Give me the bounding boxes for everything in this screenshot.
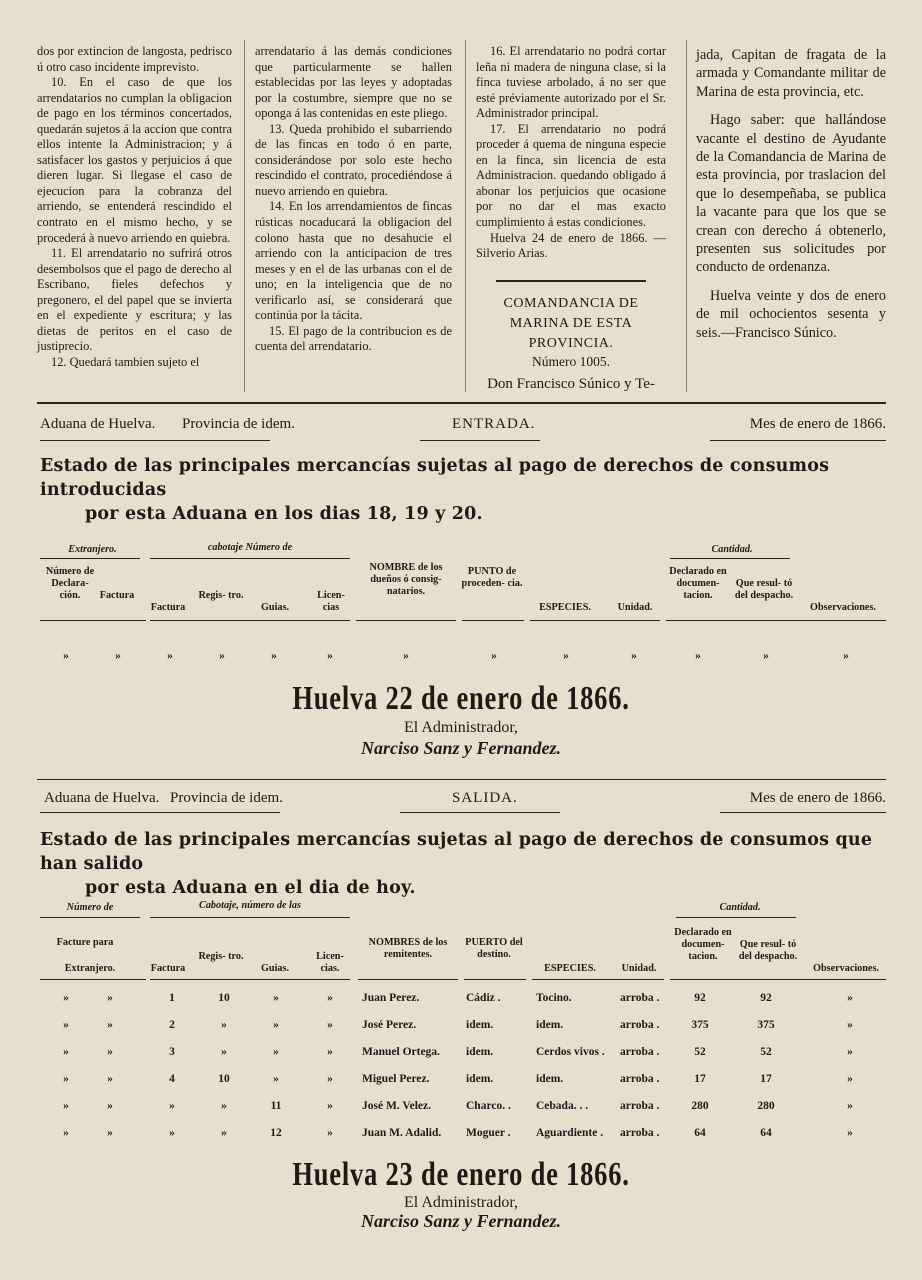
table-cell: 52: [760, 1046, 772, 1058]
administrator-signature: Narciso Sanz y Fernandez.: [360, 1211, 562, 1231]
mes-label: Mes de enero de 1866.: [749, 416, 886, 432]
table-cell: »: [695, 650, 701, 662]
table-cell: 4: [169, 1073, 175, 1085]
tipo-label: SALIDA.: [452, 790, 518, 806]
comandancia-number: Número 1005.: [532, 353, 610, 369]
table-cell: idem.: [536, 1019, 564, 1031]
group-rule: [150, 917, 350, 918]
table-cell: »: [327, 1019, 333, 1031]
col-header: Que resul- tó del despacho.: [734, 578, 794, 601]
table-cell: »: [327, 1073, 333, 1085]
header-rule: [720, 812, 886, 813]
col-header: ESPECIES.: [539, 602, 591, 613]
col-header: Regis- tro.: [198, 951, 244, 962]
table-cell: »: [221, 1100, 227, 1112]
col-header: Factura: [99, 590, 135, 601]
table-cell: Cerdos vivos .: [536, 1046, 605, 1058]
table-cell: 1: [169, 992, 175, 1004]
table-cell: José Perez.: [362, 1019, 417, 1031]
salida-estado-title: [40, 828, 886, 900]
table-cell: »: [107, 1127, 113, 1139]
table-cell: »: [115, 650, 121, 662]
col-header: Facture para: [56, 937, 114, 948]
table-cell: 375: [691, 1019, 709, 1031]
col-header: PUERTO del destino.: [465, 937, 523, 960]
table-cell: »: [273, 1046, 279, 1058]
col-header: Extranjero.: [64, 963, 116, 974]
table-cell: Juan Perez.: [362, 992, 420, 1004]
paragraph: 10. En el caso de que los arrendatarios no cumplan la obligacion de pago en los términos concertados, quedarán sujetos á la accion que contra ellos intente la Administracion; y á satisfacer los gastos y perjuicios á que dieren lugar. Si llegase el caso de ejecucion para la cobranza del arriendo, se entenderá rescindido el contrato en el mismo hecho, y se procederá à nuevo arriendo en quiebra.: [37, 75, 232, 245]
column-divider: [244, 40, 245, 392]
table-cell: arroba .: [620, 1046, 660, 1058]
table-cell: arroba .: [620, 1100, 660, 1112]
table-cell: 10: [218, 992, 230, 1004]
table-cell: 17: [760, 1073, 772, 1085]
table-cell: idem.: [466, 1073, 494, 1085]
table-cell: Cádiz .: [466, 992, 501, 1004]
table-cell: »: [107, 992, 113, 1004]
group-rule: [40, 917, 140, 918]
col-header: Observaciones.: [813, 963, 879, 974]
table-cell: idem.: [466, 1019, 494, 1031]
table-cell: »: [271, 650, 277, 662]
col-header: Número de Declara- ción.: [45, 566, 95, 601]
administrator-signature: Narciso Sanz y Fernandez.: [360, 738, 562, 758]
paragraph: Hago saber: que hallándose vacante el destino de Ayudante de la Comandancia de Marina de esta provincia, por traslacion del que lo desempeñaba, se publica la vacante para que los que se crean con derecho á obtenerlo, presenten sus solicitudes por conducto de ordenanza.: [696, 112, 886, 276]
header-rule: [40, 812, 280, 813]
estado-line: Estado de las principales mercancías sujetas al pago de derechos de consumos introducidas: [40, 456, 830, 500]
table-cell: arroba .: [620, 1127, 660, 1139]
provincia-label: Provincia de idem.: [170, 790, 283, 806]
col-header: NOMBRES de los remitentes.: [368, 937, 448, 960]
table-cell: 64: [760, 1127, 772, 1139]
header-rule: [462, 620, 524, 621]
section-rule: [37, 402, 886, 404]
table-cell: »: [63, 1019, 69, 1031]
header-rule: [666, 620, 886, 621]
table-cell: »: [63, 1127, 69, 1139]
provincia-label: Provincia de idem.: [182, 416, 295, 432]
aduana-label: Aduana de Huelva.: [40, 416, 156, 432]
table-cell: Juan M. Adalid.: [362, 1127, 442, 1139]
header-rule: [40, 620, 146, 621]
table-cell: »: [327, 1046, 333, 1058]
table-cell: 10: [218, 1073, 230, 1085]
header-rule: [358, 979, 458, 980]
table-cell: 3: [169, 1046, 175, 1058]
table-cell: 92: [760, 992, 772, 1004]
table-cell: »: [273, 992, 279, 1004]
table-cell: arroba .: [620, 992, 660, 1004]
table-cell: »: [221, 1046, 227, 1058]
administrator-label: El Administrador,: [403, 719, 518, 736]
col-group-header: Cantidad.: [711, 544, 753, 555]
table-cell: »: [847, 1073, 853, 1085]
table-cell: »: [107, 1019, 113, 1031]
table-cell: »: [327, 1127, 333, 1139]
col-header: NOMBRE de los dueños ó consig- natarios.: [369, 562, 443, 597]
table-cell: »: [63, 1046, 69, 1058]
table-cell: »: [403, 650, 409, 662]
administrator-label: El Administrador,: [403, 1194, 518, 1211]
table-cell: »: [273, 1019, 279, 1031]
table-cell: »: [563, 650, 569, 662]
col-group-header: Número de: [66, 902, 114, 913]
paragraph: 14. En los arrendamientos de fincas rústicas nocaducará la obligacion del colono hasta que no desahucie el arriendo con la anticipacion de tres meses y en el de las urbanas con el de uno; en la inteligencia que de no verificarlo así, se considerará que continúa por la tácita.: [255, 199, 452, 323]
table-cell: Aguardiente .: [536, 1127, 604, 1139]
table-cell: »: [847, 1127, 853, 1139]
table-cell: idem.: [466, 1046, 494, 1058]
table-cell: José M. Velez.: [362, 1100, 431, 1112]
table-cell: »: [847, 992, 853, 1004]
table-cell: 12: [270, 1127, 282, 1139]
table-cell: »: [847, 1019, 853, 1031]
table-cell: »: [63, 992, 69, 1004]
group-rule: [670, 558, 790, 559]
table-cell: »: [63, 1073, 69, 1085]
table-cell: 2: [169, 1019, 175, 1031]
table-cell: 64: [694, 1127, 706, 1139]
section-rule: [37, 779, 886, 780]
col-header: Factura: [150, 963, 186, 974]
table-cell: 280: [757, 1100, 775, 1112]
header-rule: [150, 620, 350, 621]
header-rule: [40, 440, 270, 441]
entrada-date: Huelva 22 de enero de 1866.: [292, 680, 630, 717]
group-rule: [150, 558, 350, 559]
header-rule: [420, 440, 540, 441]
aduana-label: Aduana de Huelva.: [44, 790, 160, 806]
table-cell: 11: [270, 1100, 282, 1112]
col-header: Licen- cias.: [316, 951, 344, 974]
col-header: Unidad.: [621, 963, 657, 974]
paragraph: Don Francisco Súnico y Te-: [487, 376, 655, 393]
table-cell: »: [327, 650, 333, 662]
col-header: Observaciones.: [810, 602, 876, 613]
col-header: Que resul- tó del despacho.: [738, 939, 798, 962]
table-cell: »: [221, 1127, 227, 1139]
paragraph: arrendatario á las demás condiciones que particularmente se hallen establecidas por las leyes y adoptadas por la costumbre, siempre que no se oponga á las contenidas en este pliego.: [255, 44, 452, 121]
table-cell: »: [327, 1100, 333, 1112]
table-cell: »: [107, 1073, 113, 1085]
col-header: Guias.: [260, 602, 290, 613]
col-group-header: Extranjero.: [68, 544, 117, 555]
header-rule: [530, 620, 660, 621]
table-cell: arroba .: [620, 1019, 660, 1031]
table-cell: idem.: [536, 1073, 564, 1085]
table-cell: »: [763, 650, 769, 662]
table-cell: Tocino.: [536, 992, 572, 1004]
table-cell: 52: [694, 1046, 706, 1058]
header-rule: [532, 979, 664, 980]
salida-date: Huelva 23 de enero de 1866.: [292, 1156, 630, 1193]
table-cell: Cebada. . .: [536, 1100, 589, 1112]
column-1: [37, 44, 232, 370]
table-cell: »: [843, 650, 849, 662]
table-cell: »: [327, 992, 333, 1004]
table-cell: »: [169, 1127, 175, 1139]
group-rule: [676, 917, 796, 918]
table-cell: »: [167, 650, 173, 662]
col-header: Unidad.: [617, 602, 653, 613]
col-header: Licen- cias: [317, 590, 345, 613]
col-group-header: Cantidad.: [719, 902, 761, 913]
table-cell: »: [169, 1100, 175, 1112]
paragraph: 13. Queda prohibido el subarriendo de las fincas en todo ó en parte, considerándose por solo este hecho rescindido el contrato, procediéndose á nuevo arriendo en quiebra.: [255, 121, 452, 198]
paragraph: dos por extincion de langosta, pedrisco ú otro caso incidente imprevisto.: [37, 44, 232, 74]
column-3: [476, 44, 666, 393]
col-header: Declarado en documen- tacion.: [669, 566, 727, 601]
table-cell: Manuel Ortega.: [362, 1046, 440, 1058]
paragraph: Huelva veinte y dos de enero de mil ochocientos sesenta y seis.—Francisco Súnico.: [696, 287, 886, 341]
salida-header: [40, 790, 886, 810]
paragraph: 11. El arrendatario no sufrirá otros desembolsos que el pago de derecho al Escribano, fieles defechos y pregonero, el del papel que se invierta en el expediente y escritura; y las dietas de peritos en el caso de justiprecio.: [37, 246, 232, 354]
estado-line: Estado de las principales mercancías sujetas al pago de derechos de consumos que han salido: [40, 830, 873, 874]
column-divider: [686, 40, 687, 392]
entrada-header: [40, 416, 886, 436]
comandancia-title: COMANDANCIA DE MARINA DE ESTA PROVINCIA.: [503, 295, 639, 351]
paragraph: jada, Capitan de fragata de la armada y Comandante militar de Marina de esta provincia, etc.: [696, 47, 886, 100]
table-cell: 17: [694, 1073, 706, 1085]
header-rule: [356, 620, 456, 621]
table-cell: »: [219, 650, 225, 662]
table-cell: »: [631, 650, 637, 662]
col-group-header: cabotaje Número de: [207, 542, 293, 553]
table-cell: »: [847, 1100, 853, 1112]
estado-line: por esta Aduana en los dias 18, 19 y 20.: [85, 504, 483, 524]
group-rule: [40, 558, 140, 559]
table-cell: 280: [691, 1100, 709, 1112]
table-cell: Moguer .: [466, 1127, 511, 1139]
mes-label: Mes de enero de 1866.: [749, 790, 886, 806]
estado-line: por esta Aduana en el dia de hoy.: [85, 878, 416, 898]
paragraph: 12. Quedará tambien sujeto el: [51, 354, 200, 369]
table-cell: arroba .: [620, 1073, 660, 1085]
table-cell: »: [63, 1100, 69, 1112]
table-cell: »: [221, 1019, 227, 1031]
table-cell: Miguel Perez.: [362, 1073, 430, 1085]
paragraph: 17. El arrendatario no podrá proceder á quema de ninguna especie en la finca, sin licencia de esta Administracion. quedando obligado á abonar los perjuicios que ocasione por no dar el mas exacto cumplimiento á estas condiciones.: [476, 121, 666, 230]
header-rule: [40, 979, 146, 980]
table-cell: 92: [694, 992, 706, 1004]
column-4: [696, 46, 886, 342]
paragraph: 16. El arrendatario no podrá cortar leña ni madera de ninguna clase, si la finca tuviese arbolado, á no ser que esté préviamente autorizado por el Sr. Administrador principal.: [476, 44, 666, 121]
table-cell: »: [107, 1046, 113, 1058]
column-divider: [465, 40, 466, 392]
header-rule: [400, 812, 560, 813]
col-group-header: Cabotaje, número de las: [199, 900, 301, 911]
table-cell: »: [491, 650, 497, 662]
col-header: Regis- tro.: [198, 590, 244, 601]
table-cell: 375: [757, 1019, 775, 1031]
col-header: ESPECIES.: [544, 963, 596, 974]
section-rule: [496, 280, 646, 282]
col-header: Guias.: [260, 963, 290, 974]
col-header: Declarado en documen- tacion.: [674, 927, 732, 962]
tipo-label: ENTRADA.: [452, 416, 536, 432]
paragraph: 15. El pago de la contribucion es de cuenta del arrendatario.: [255, 323, 452, 354]
header-rule: [670, 979, 886, 980]
header-rule: [710, 440, 886, 441]
table-cell: »: [273, 1073, 279, 1085]
col-header: Factura: [150, 602, 186, 613]
table-cell: »: [847, 1046, 853, 1058]
table-cell: Charco. .: [466, 1100, 511, 1112]
entrada-estado-title: [40, 454, 886, 526]
signature-line: Huelva 24 de enero de 1866. —Silverio Arias.: [476, 230, 666, 261]
table-cell: »: [107, 1100, 113, 1112]
header-rule: [150, 979, 350, 980]
header-rule: [464, 979, 526, 980]
column-2: [255, 44, 452, 355]
col-header: PUNTO de proceden- cia.: [461, 566, 523, 589]
table-cell: »: [63, 650, 69, 662]
